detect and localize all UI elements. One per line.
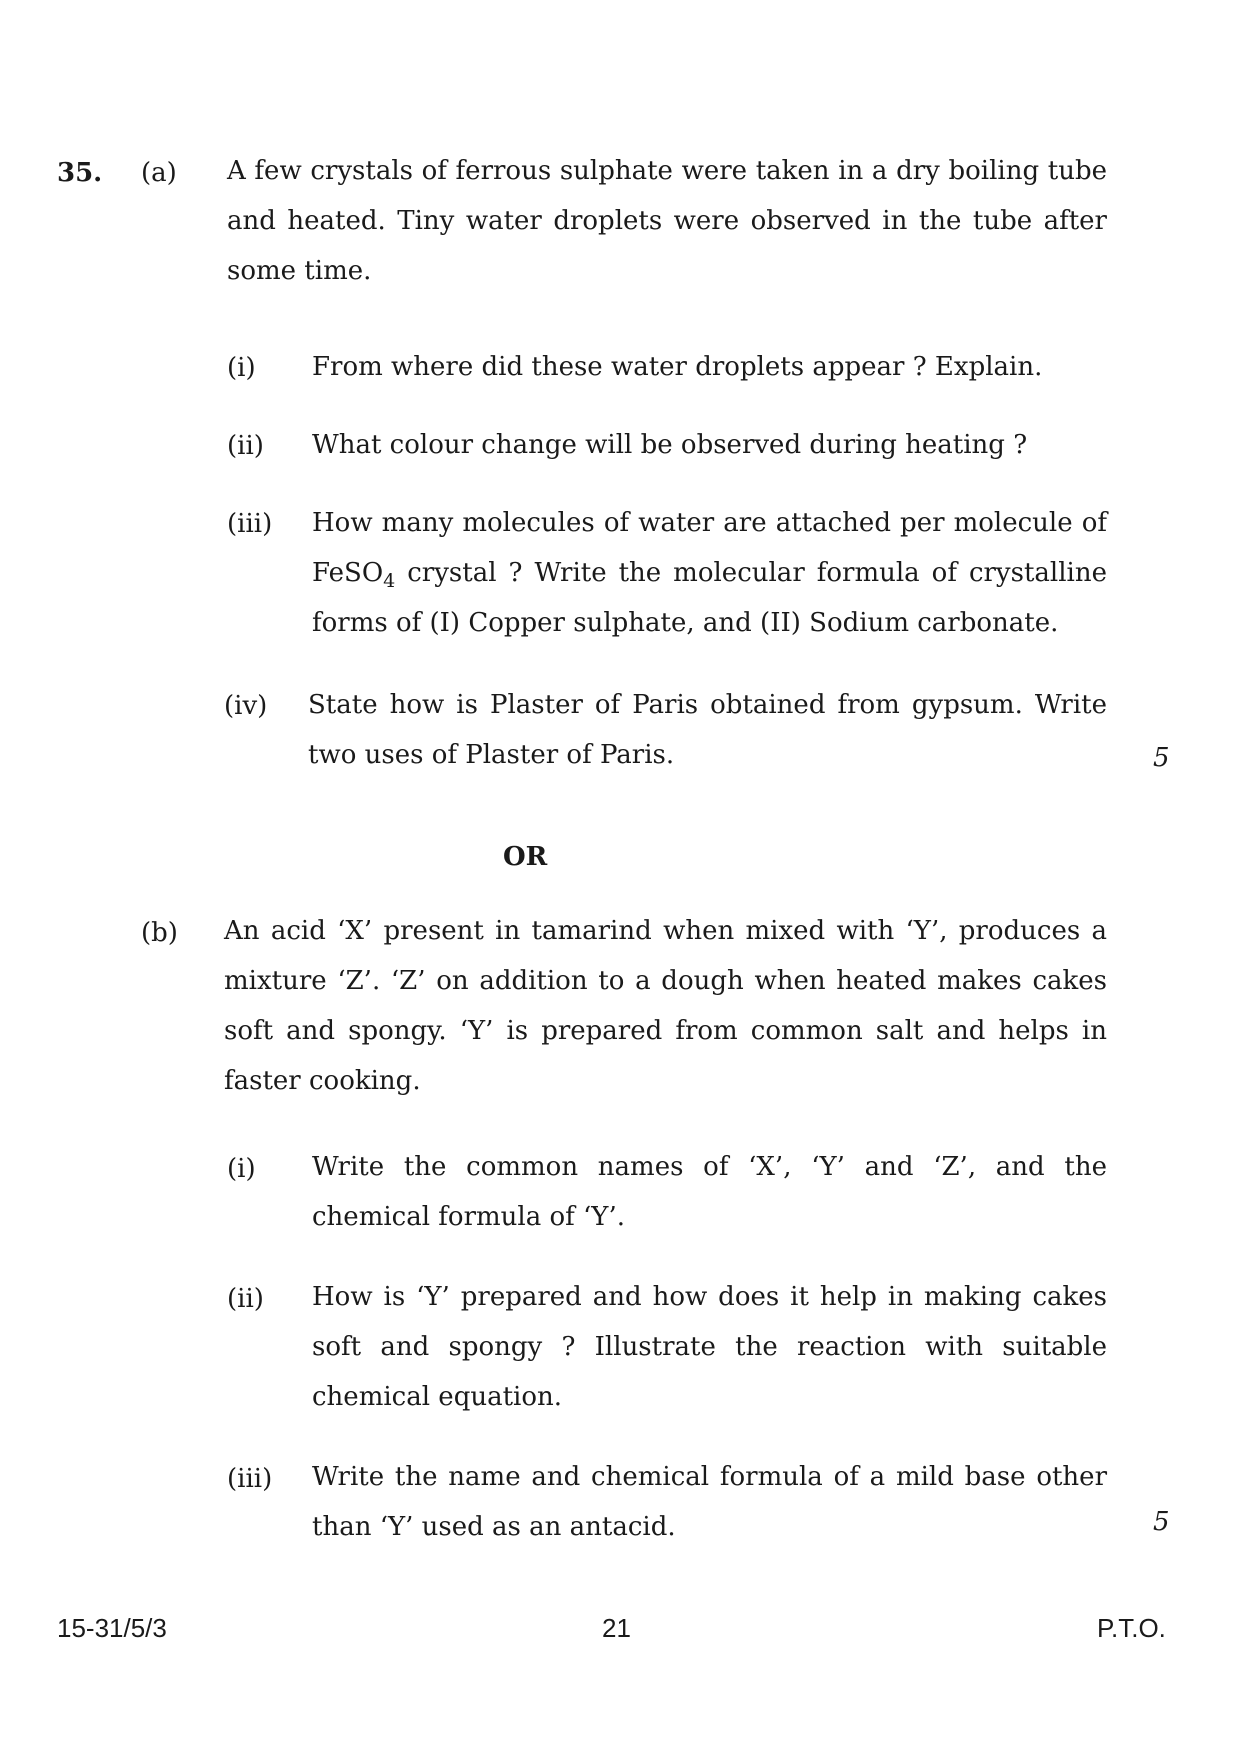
part-a-ii-text: What colour change will be observed during heating ? (312, 430, 1028, 460)
part-a-i-label: (i) (227, 353, 256, 383)
question-number: 35. (57, 158, 103, 188)
part-b-intro: An acid ‘X’ present in tamarind when mixed with ‘Y’, produces a mixture ‘Z’. ‘Z’ on addition to a dough when heated makes cakes soft and spongy. ‘Y’ is prepared from common salt and helps in faster cooking. (224, 916, 1107, 1096)
part-a-intro: A few crystals of ferrous sulphate were taken in a dry boiling tube and heated. Tiny water droplets were observed in the tube after some time. (227, 156, 1107, 286)
page-number: 21 (602, 1613, 631, 1643)
part-b-ii-label: (ii) (227, 1284, 264, 1314)
part-b-iii-label: (iii) (227, 1464, 273, 1494)
part-a-label: (a) (141, 158, 177, 188)
part-b-label: (b) (141, 918, 178, 948)
part-b-i-label: (i) (227, 1154, 256, 1184)
part-a-iii-text-before: How many molecules of water are attached per molecule of FeSO (312, 508, 1107, 588)
part-a-iv-label: (iv) (224, 691, 268, 721)
part-a-ii-label: (ii) (227, 431, 264, 461)
feso4-subscript: 4 (383, 570, 396, 592)
pto-label: P.T.O. (1097, 1613, 1166, 1643)
part-a-iv-text: State how is Plaster of Paris obtained from gypsum. Write two uses of Plaster of Paris. (308, 690, 1107, 770)
part-b-ii-text: How is ‘Y’ prepared and how does it help in making cakes soft and spongy ? Illustrate the reaction with suitable chemical equation. (312, 1282, 1107, 1412)
part-a-marks: 5 (1153, 743, 1170, 773)
part-b-marks: 5 (1153, 1507, 1170, 1537)
part-b-iii-text: Write the name and chemical formula of a mild base other than ‘Y’ used as an antacid. (312, 1462, 1107, 1542)
part-a-iii-text-after: crystal ? Write the molecular formula of crystalline forms of (I) Copper sulphate, and (II) Sodium carbonate. (312, 558, 1107, 638)
part-b-i-text: Write the common names of ‘X’, ‘Y’ and ‘Z’, and the chemical formula of ‘Y’. (312, 1152, 1107, 1232)
part-a-i-text: From where did these water droplets appear ? Explain. (312, 352, 1043, 382)
part-a-iii-text (312, 498, 1107, 648)
part-a-iii-label: (iii) (227, 509, 273, 539)
paper-code: 15-31/5/3 (57, 1613, 167, 1643)
or-label: OR (503, 842, 548, 872)
